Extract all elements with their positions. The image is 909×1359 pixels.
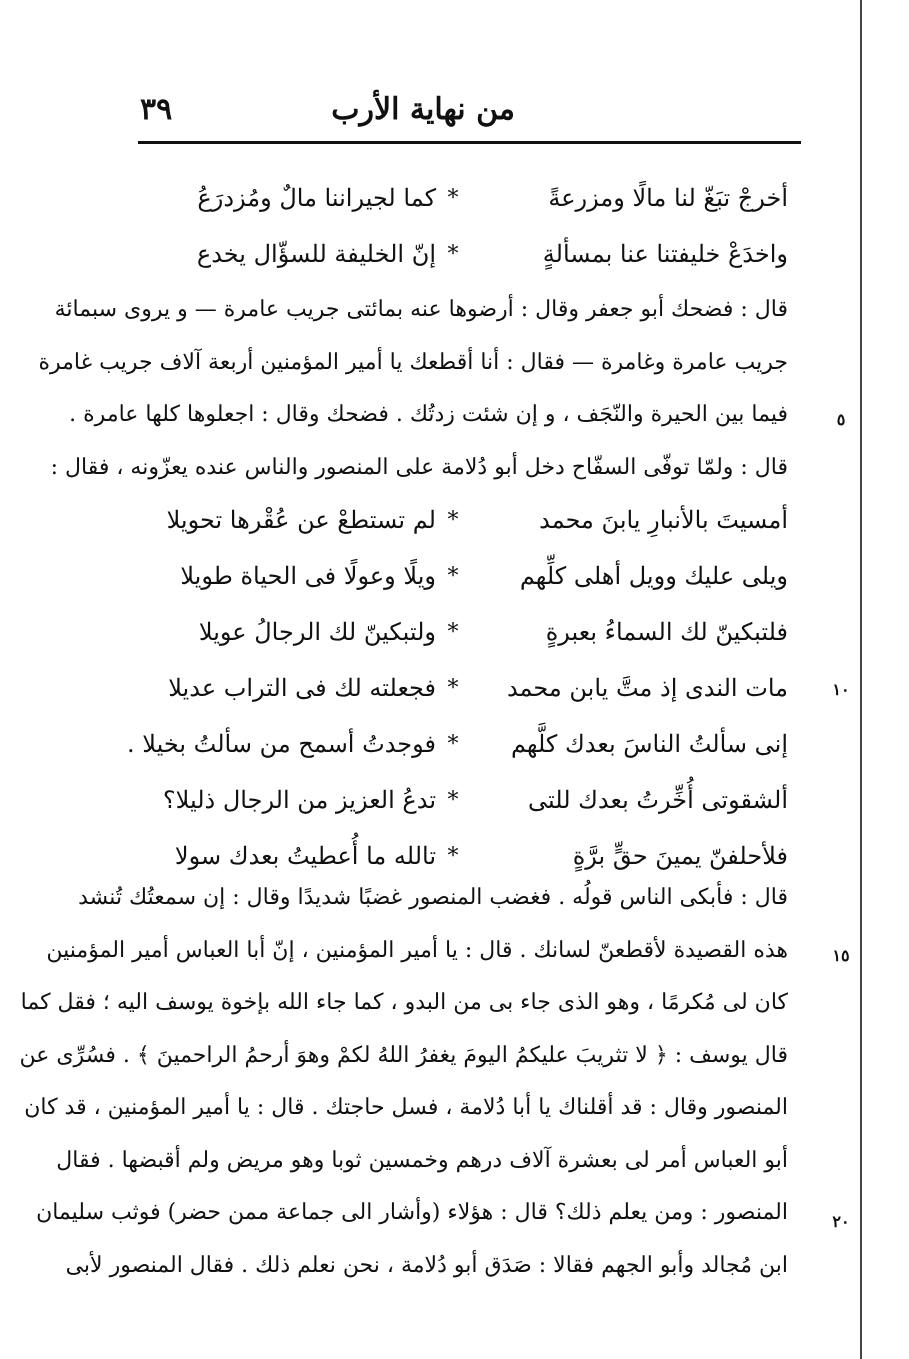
first-hemistich: مات الندى إذ متَّ يابن محمد bbox=[506, 674, 788, 702]
verse-line bbox=[118, 492, 788, 548]
second-hemistich: ولتبكينّ لك الرجالُ عويلا bbox=[198, 618, 436, 646]
verse-line bbox=[118, 660, 788, 716]
verse-separator: * bbox=[447, 675, 459, 701]
text-line: هذه القصيدة لأقطعنّ لسانك . قال : يا أمير المؤمنين ، إنّ أبا العباس أمير المؤمنين bbox=[46, 937, 788, 963]
verse-line bbox=[118, 716, 788, 772]
text-line: المنصور : ومن يعلم ذلك؟ قال : هؤلاء (وأشار الى جماعة ممن حضر) فوثب سليمان bbox=[36, 1200, 788, 1225]
text-line: جريب عامرة وغامرة — فقال : أنا أقطعك يا أمير المؤمنين أربعة آلاف جريب غامرة bbox=[38, 349, 788, 375]
verse-separator: * bbox=[447, 563, 459, 589]
first-hemistich: ويلى عليك وويل أهلى كلِّهم bbox=[519, 562, 788, 590]
second-hemistich: كما لجيراننا مالٌ ومُزدرَعُ bbox=[197, 184, 436, 212]
text-line: أبو العباس أمر لى بعشرة آلاف درهم وخمسين ثوبا وهو مريض ولم أقبضها . فقال bbox=[56, 1147, 788, 1173]
verse-line bbox=[118, 548, 788, 604]
second-hemistich: فجعلته لك فى التراب عديلا bbox=[168, 674, 436, 702]
second-hemistich: تالله ما أُعطيتُ بعدك سولا bbox=[174, 842, 436, 870]
running-header bbox=[140, 92, 800, 132]
line-number-15: ١٥ bbox=[832, 946, 850, 965]
first-hemistich: إنى سألتُ الناسَ بعدك كلَّهم bbox=[510, 730, 788, 758]
first-hemistich: ألشقوتى أُخِّرتُ بعدك للتى bbox=[528, 786, 788, 814]
verse-separator: * bbox=[447, 787, 459, 813]
poem-top bbox=[118, 170, 788, 282]
verse-line bbox=[118, 170, 788, 226]
verse-separator: * bbox=[447, 241, 459, 267]
verse-line bbox=[118, 604, 788, 660]
first-hemistich: فلتبكينّ لك السماءُ بعبرةٍ bbox=[545, 618, 788, 646]
page-edge-rule bbox=[860, 0, 862, 1359]
verse-separator: * bbox=[447, 843, 459, 869]
first-hemistich: فلأحلفنّ يمينَ حقٍّ برَّةٍ bbox=[572, 842, 788, 870]
text-line: المنصور وقال : قد أقلناك يا أبا دُلامة ، فسل حاجتك . قال : يا أمير المؤمنين ، قد كان bbox=[24, 1095, 788, 1120]
first-hemistich: واخدَعْ خليفتنا عنا بمسألةٍ bbox=[542, 240, 788, 268]
prose-paragraph-1 bbox=[38, 284, 788, 494]
page-number: ٣٩ bbox=[140, 92, 173, 127]
text-line: فيما بين الحيرة والنّجَف ، و إن شئت زدتُك . فضحك وقال : اجعلوها كلها عامرة . bbox=[69, 402, 788, 427]
line-number-10: ١٠ bbox=[832, 680, 850, 699]
running-title: من نهاية الأرب bbox=[331, 92, 515, 127]
second-hemistich: فوجدتُ أسمح من سألتُ بخيلا . bbox=[127, 730, 436, 758]
second-hemistich: ويلًا وعولًا فى الحياة طويلا bbox=[180, 562, 436, 590]
verse-separator: * bbox=[447, 185, 459, 211]
line-number-5: ٥ bbox=[836, 410, 846, 429]
first-hemistich: أمسيتَ بالأنبارِ يابنَ محمد bbox=[539, 506, 788, 534]
first-hemistich: أخرجْ تبَغّ لنا مالًا ومزرعةً bbox=[548, 184, 788, 212]
verse-separator: * bbox=[447, 619, 459, 645]
second-hemistich: إنّ الخليفة للسؤّال يخدع bbox=[196, 240, 436, 268]
text-line: كان لى مُكرمًا ، وهو الذى جاء بى من البدو ، كما جاء الله بإخوة يوسف اليه ؛ فقل كما bbox=[20, 990, 788, 1015]
header-divider bbox=[138, 141, 801, 144]
prose-paragraph-2 bbox=[19, 872, 788, 1292]
second-hemistich: تدعُ العزيز من الرجال ذليلا؟ bbox=[162, 786, 436, 814]
line-number-20: ٢٠ bbox=[832, 1212, 850, 1231]
verse-separator: * bbox=[447, 731, 459, 757]
text-line: قال : ولمّا توفّى السفّاح دخل أبو دُلامة على المنصور والناس عنده يعزّونه ، فقال : bbox=[50, 454, 788, 480]
second-hemistich: لم تستطعْ عن عُقْرها تحويلا bbox=[166, 506, 436, 534]
text-line: قال : فأبكى الناس قولُه . فغضب المنصور غضبًا شديدًا وقال : إن سمعتُك تُنشد bbox=[78, 885, 788, 910]
text-line: قال : فضحك أبو جعفر وقال : أرضوها عنه بمائتى جريب عامرة — و يروى سبمائة bbox=[54, 297, 788, 322]
text-line: ابن مُجالد وأبو الجهم فقالا : صَدَق أبو دُلامة ، نحن نعلم ذلك . فقال المنصور لأبى bbox=[65, 1252, 788, 1278]
poem-elegy bbox=[118, 492, 788, 884]
text-line: قال يوسف : ﴿ لا تثريبَ عليكمُ اليومَ يغفرُ اللهُ لكمْ وهوَ أرحمُ الراحمينَ ﴾ . فسُرِّى عن bbox=[19, 1042, 788, 1068]
verse-line bbox=[118, 772, 788, 828]
verse-separator: * bbox=[447, 507, 459, 533]
verse-line bbox=[118, 226, 788, 282]
